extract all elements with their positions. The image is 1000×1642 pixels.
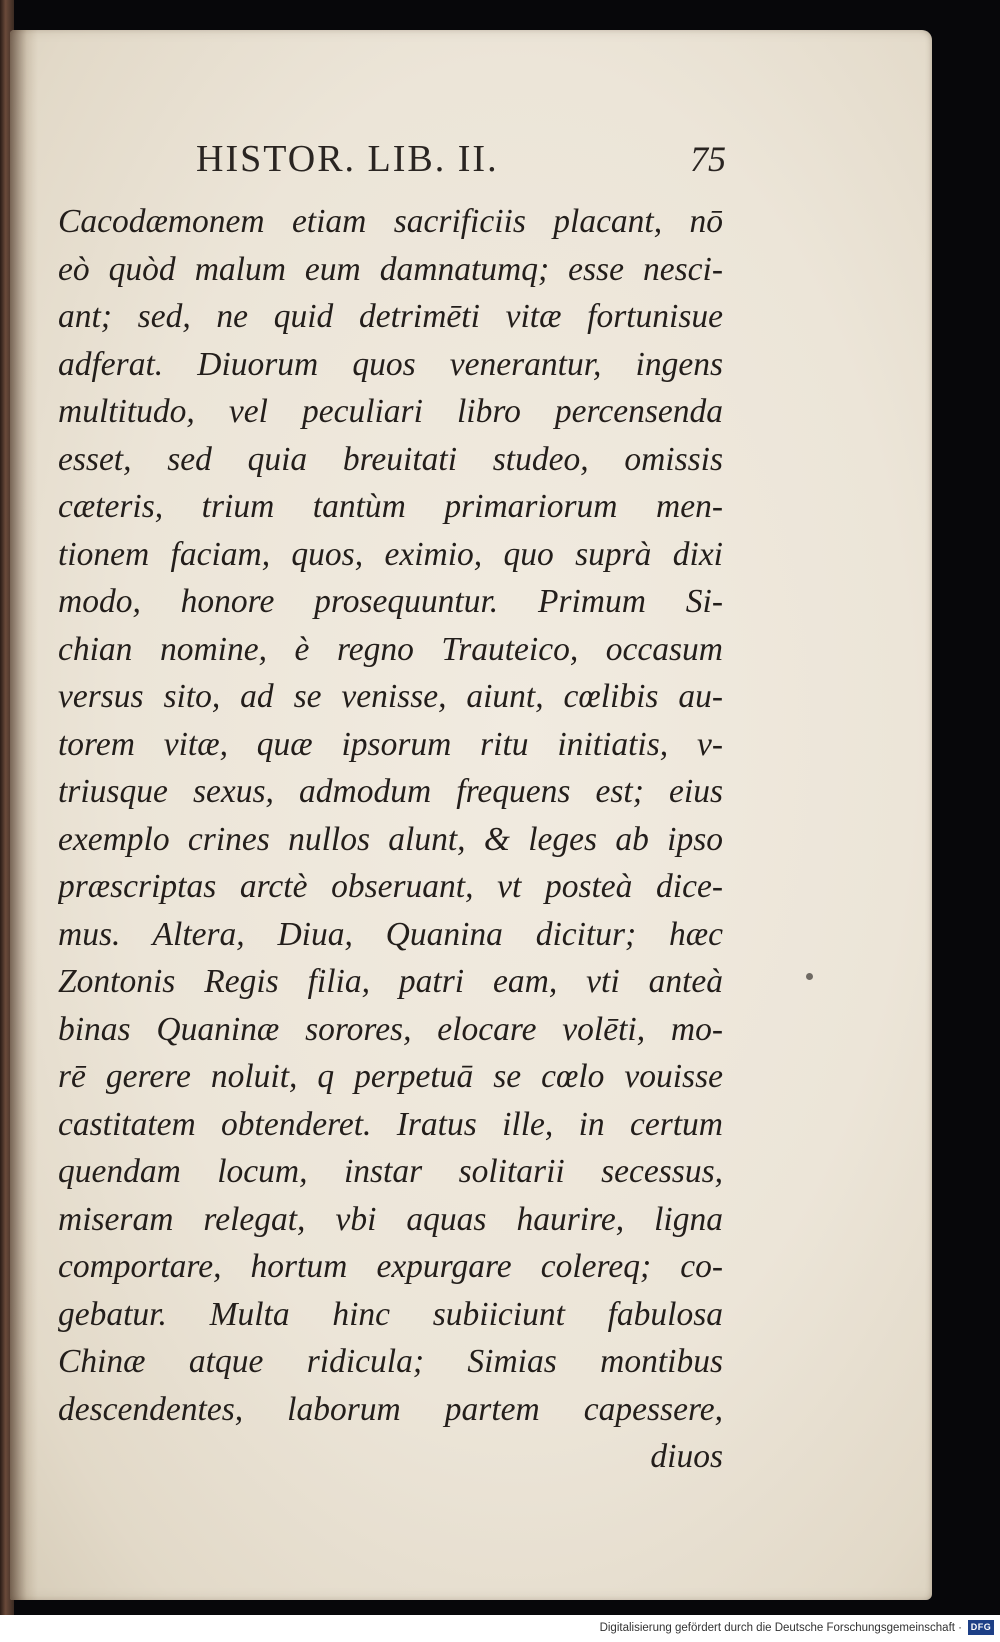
text-line: Chinæ atque ridicula; Simias montibus (58, 1343, 723, 1380)
text-line: præscriptas arctè obseruant, vt posteà dice- (58, 868, 723, 905)
running-head (196, 124, 726, 194)
text-line: rē gerere noluit, q perpetuā se cœlo vouisse (58, 1058, 723, 1095)
text-line: Zontonis Regis filia, patri eam, vti anteà (58, 963, 723, 1000)
page-number: 75 (690, 139, 726, 179)
text-line: tionem faciam, quos, eximio, quo suprà dixi (58, 535, 723, 573)
text-line: cæteris, trium tantùm primariorum men- (58, 488, 723, 525)
text-line: exemplo crines nullos alunt, & leges ab ipso (58, 820, 723, 858)
text-line: comportare, hortum expurgare colereq; co- (58, 1248, 723, 1285)
funding-note: Digitalisierung gefördert durch die Deutsche Forschungsgemeinschaft · (599, 1622, 962, 1634)
text-line: esset, sed quia breuitati studeo, omissis (58, 440, 723, 478)
text-line: miseram relegat, vbi aquas haurire, ligna (58, 1200, 723, 1238)
text-line: gebatur. Multa hinc subiiciunt fabulosa (58, 1295, 723, 1333)
text-line: triusque sexus, admodum frequens est; eius (58, 773, 723, 810)
text-line: quendam locum, instar solitarii secessus, (58, 1153, 723, 1190)
text-line: mus. Altera, Diua, Quanina dicitur; hæc (58, 915, 723, 953)
text-line: binas Quaninæ sorores, elocare volēti, mo- (58, 1010, 723, 1048)
running-head-title: HISTOR. LIB. II. (196, 138, 499, 180)
text-line: Cacodæmonem etiam sacrificiis placant, nō (58, 203, 723, 240)
text-line: modo, honore prosequuntur. Primum Si- (58, 583, 723, 620)
catchword: diuos (650, 1438, 723, 1475)
footer-band (0, 1615, 1000, 1642)
book-page (10, 30, 932, 1600)
page-gutter-shadow (10, 30, 38, 1600)
text-line: eò quòd malum eum damnatumq; esse nesci- (58, 250, 723, 288)
catchword-row (58, 1433, 723, 1481)
dfg-logo: DFG (968, 1620, 994, 1635)
text-body (58, 198, 723, 1481)
text-line: castitatem obtenderet. Iratus ille, in certum (58, 1105, 723, 1143)
text-line: versus sito, ad se venisse, aiunt, cœlibis au- (58, 678, 723, 715)
text-line: descendentes, laborum partem capessere, (58, 1390, 723, 1428)
text-line: adferat. Diuorum quos venerantur, ingens (58, 345, 723, 383)
text-line: torem vitæ, quæ ipsorum ritu initiatis, v- (58, 725, 723, 763)
text-line: chian nomine, è regno Trauteico, occasum (58, 630, 723, 668)
text-line: ant; sed, ne quid detrimēti vitæ fortunisue (58, 298, 723, 335)
text-line: multitudo, vel peculiari libro percensenda (58, 393, 723, 430)
ink-speck (806, 973, 813, 980)
